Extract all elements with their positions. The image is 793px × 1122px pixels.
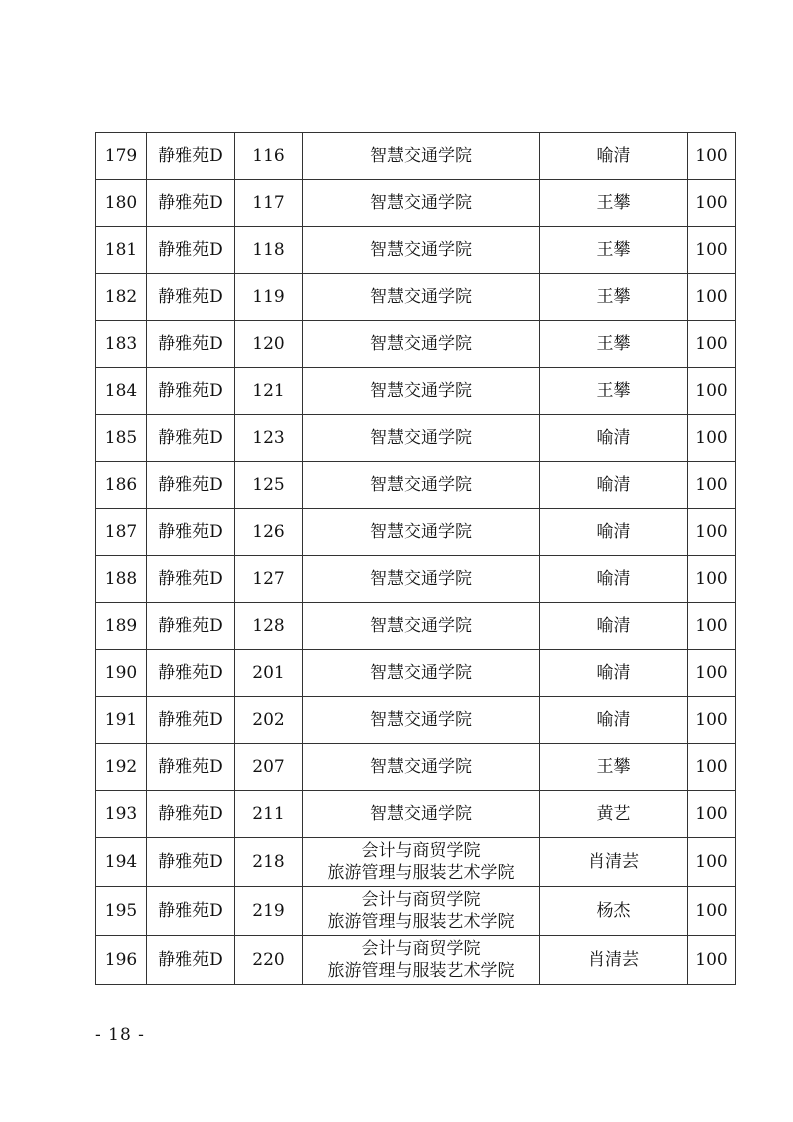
person-cell: 喻清: [540, 509, 688, 556]
college-name: 旅游管理与服装艺术学院: [327, 912, 515, 932]
score-cell: 100: [688, 744, 736, 791]
college-name: 会计与商贸学院: [361, 890, 481, 910]
table-row: [96, 887, 736, 936]
college-cell: [303, 887, 540, 936]
table-row: [96, 368, 736, 415]
table-row: [96, 936, 736, 985]
room-cell: 218: [235, 838, 303, 887]
college-cell: [303, 509, 540, 556]
page-number: - 18 -: [95, 1025, 145, 1045]
person-cell: 喻清: [540, 650, 688, 697]
college-name: 旅游管理与服装艺术学院: [327, 961, 515, 981]
building-cell: 静雅苑D: [147, 368, 235, 415]
college-cell: [303, 368, 540, 415]
score-cell: 100: [688, 887, 736, 936]
college-name: 智慧交通学院: [370, 663, 472, 683]
person-cell: 王攀: [540, 368, 688, 415]
room-cell: 117: [235, 180, 303, 227]
table-row: [96, 227, 736, 274]
table-row: [96, 509, 736, 556]
building-cell: 静雅苑D: [147, 791, 235, 838]
college-name: 智慧交通学院: [370, 334, 472, 354]
table-row: [96, 556, 736, 603]
score-cell: 100: [688, 462, 736, 509]
row-number-cell: 185: [96, 415, 147, 462]
college-cell: [303, 321, 540, 368]
college-name: 智慧交通学院: [370, 146, 472, 166]
score-cell: 100: [688, 227, 736, 274]
table-row: [96, 462, 736, 509]
college-cell: [303, 180, 540, 227]
table-row: [96, 603, 736, 650]
college-cell: [303, 415, 540, 462]
row-number-cell: 196: [96, 936, 147, 985]
college-cell: [303, 791, 540, 838]
college-cell: [303, 744, 540, 791]
person-cell: 杨杰: [540, 887, 688, 936]
room-cell: 202: [235, 697, 303, 744]
building-cell: 静雅苑D: [147, 650, 235, 697]
score-cell: 100: [688, 838, 736, 887]
college-name: 智慧交通学院: [370, 710, 472, 730]
building-cell: 静雅苑D: [147, 180, 235, 227]
building-cell: 静雅苑D: [147, 274, 235, 321]
college-cell: [303, 838, 540, 887]
room-cell: 121: [235, 368, 303, 415]
room-cell: 119: [235, 274, 303, 321]
row-number-cell: 183: [96, 321, 147, 368]
college-name: 智慧交通学院: [370, 616, 472, 636]
room-cell: 123: [235, 415, 303, 462]
room-cell: 211: [235, 791, 303, 838]
table-row: [96, 838, 736, 887]
building-cell: 静雅苑D: [147, 744, 235, 791]
person-cell: 喻清: [540, 415, 688, 462]
building-cell: 静雅苑D: [147, 556, 235, 603]
person-cell: 王攀: [540, 180, 688, 227]
person-cell: 王攀: [540, 274, 688, 321]
table-row: [96, 180, 736, 227]
room-cell: 127: [235, 556, 303, 603]
score-cell: 100: [688, 697, 736, 744]
row-number-cell: 194: [96, 838, 147, 887]
person-cell: 喻清: [540, 697, 688, 744]
person-cell: 王攀: [540, 744, 688, 791]
row-number-cell: 188: [96, 556, 147, 603]
table-row: [96, 650, 736, 697]
college-name: 智慧交通学院: [370, 569, 472, 589]
row-number-cell: 179: [96, 133, 147, 180]
table-row: [96, 321, 736, 368]
table-row: [96, 791, 736, 838]
college-name: 智慧交通学院: [370, 240, 472, 260]
college-cell: [303, 556, 540, 603]
building-cell: 静雅苑D: [147, 887, 235, 936]
row-number-cell: 182: [96, 274, 147, 321]
person-cell: 肖清芸: [540, 838, 688, 887]
table-row: [96, 697, 736, 744]
score-cell: 100: [688, 603, 736, 650]
building-cell: 静雅苑D: [147, 227, 235, 274]
college-cell: [303, 603, 540, 650]
college-cell: [303, 936, 540, 985]
score-cell: 100: [688, 509, 736, 556]
table-row: [96, 133, 736, 180]
college-name: 智慧交通学院: [370, 757, 472, 777]
person-cell: 喻清: [540, 556, 688, 603]
person-cell: 肖清芸: [540, 936, 688, 985]
score-cell: 100: [688, 415, 736, 462]
row-number-cell: 195: [96, 887, 147, 936]
score-cell: 100: [688, 274, 736, 321]
college-name: 智慧交通学院: [370, 428, 472, 448]
building-cell: 静雅苑D: [147, 838, 235, 887]
row-number-cell: 193: [96, 791, 147, 838]
college-name: 旅游管理与服装艺术学院: [327, 863, 515, 883]
row-number-cell: 189: [96, 603, 147, 650]
score-cell: 100: [688, 791, 736, 838]
table-row: [96, 415, 736, 462]
college-name: 智慧交通学院: [370, 193, 472, 213]
college-cell: [303, 650, 540, 697]
row-number-cell: 187: [96, 509, 147, 556]
building-cell: 静雅苑D: [147, 603, 235, 650]
person-cell: 喻清: [540, 603, 688, 650]
table-row: [96, 744, 736, 791]
college-cell: [303, 227, 540, 274]
college-name: 智慧交通学院: [370, 804, 472, 824]
college-name: 智慧交通学院: [370, 381, 472, 401]
building-cell: 静雅苑D: [147, 462, 235, 509]
score-cell: 100: [688, 133, 736, 180]
score-cell: 100: [688, 936, 736, 985]
college-cell: [303, 697, 540, 744]
person-cell: 黄艺: [540, 791, 688, 838]
score-cell: 100: [688, 321, 736, 368]
college-cell: [303, 462, 540, 509]
building-cell: 静雅苑D: [147, 509, 235, 556]
building-cell: 静雅苑D: [147, 133, 235, 180]
score-cell: 100: [688, 650, 736, 697]
college-cell: [303, 133, 540, 180]
table-row: [96, 274, 736, 321]
college-name: 智慧交通学院: [370, 475, 472, 495]
score-cell: 100: [688, 556, 736, 603]
college-cell: [303, 274, 540, 321]
score-cell: 100: [688, 180, 736, 227]
score-cell: 100: [688, 368, 736, 415]
row-number-cell: 191: [96, 697, 147, 744]
college-name: 智慧交通学院: [370, 287, 472, 307]
room-cell: 125: [235, 462, 303, 509]
room-cell: 201: [235, 650, 303, 697]
row-number-cell: 186: [96, 462, 147, 509]
room-cell: 116: [235, 133, 303, 180]
building-cell: 静雅苑D: [147, 936, 235, 985]
building-cell: 静雅苑D: [147, 415, 235, 462]
person-cell: 喻清: [540, 133, 688, 180]
room-cell: 207: [235, 744, 303, 791]
room-cell: 219: [235, 887, 303, 936]
person-cell: 喻清: [540, 462, 688, 509]
room-cell: 126: [235, 509, 303, 556]
room-cell: 118: [235, 227, 303, 274]
room-cell: 220: [235, 936, 303, 985]
person-cell: 王攀: [540, 321, 688, 368]
dormitory-table: [95, 132, 736, 985]
room-cell: 128: [235, 603, 303, 650]
row-number-cell: 192: [96, 744, 147, 791]
row-number-cell: 180: [96, 180, 147, 227]
college-name: 智慧交通学院: [370, 522, 472, 542]
person-cell: 王攀: [540, 227, 688, 274]
room-cell: 120: [235, 321, 303, 368]
college-name: 会计与商贸学院: [361, 939, 481, 959]
row-number-cell: 190: [96, 650, 147, 697]
building-cell: 静雅苑D: [147, 321, 235, 368]
row-number-cell: 184: [96, 368, 147, 415]
row-number-cell: 181: [96, 227, 147, 274]
table-body: [96, 133, 736, 985]
building-cell: 静雅苑D: [147, 697, 235, 744]
college-name: 会计与商贸学院: [361, 841, 481, 861]
